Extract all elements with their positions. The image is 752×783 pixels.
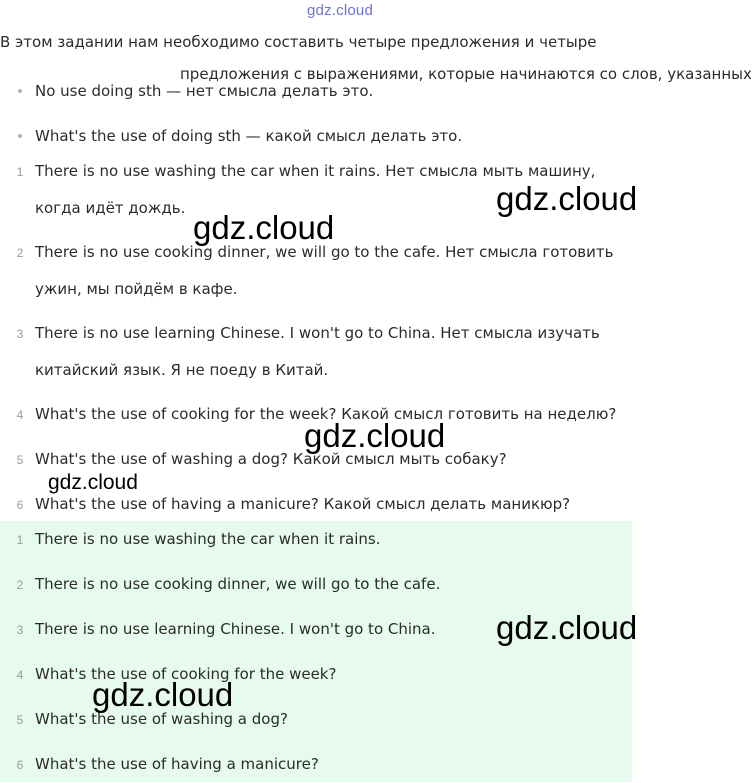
watermark-text: gdz.cloud: [304, 417, 446, 454]
watermark-text: gdz.cloud: [48, 471, 138, 494]
item-text: [35, 315, 667, 389]
intro-text: В этом задании нам необходимо составить четыре предложения и четыре: [0, 33, 597, 51]
answer-text: What's the use of having a manicure?: [35, 755, 319, 773]
watermark-text: gdz.cloud: [193, 209, 335, 246]
item-text-line: когда идёт дождь.: [35, 199, 186, 217]
bullet-dot-icon: •: [17, 128, 23, 145]
item-text-line: There is no use cooking dinner, we will go to the cafe. Нет смысла готовить: [35, 243, 614, 261]
bullet-dot-icon: •: [17, 83, 23, 100]
answer-text: What's the use of cooking for the week?: [35, 665, 337, 683]
bullet-text: What's the use of doing sth — какой смысл делать это.: [35, 127, 463, 145]
item-number: 1: [16, 533, 24, 547]
item-number: 5: [16, 713, 24, 727]
item-text-line: There is no use washing the car when it rains. Нет смысла мыть машину,: [35, 162, 596, 180]
watermark-text: gdz.cloud: [496, 609, 638, 646]
bullet-text: No use doing sth — нет смысла делать это.: [35, 82, 374, 100]
item-text: What's the use of having a manicure? Какой смысл делать маникюр?: [35, 495, 571, 513]
item-text: What's the use of washing a dog? Какой смысл мыть собаку?: [35, 450, 507, 468]
item-number: 2: [16, 246, 24, 260]
answer-text: There is no use cooking dinner, we will go to the cafe.: [35, 575, 441, 593]
item-number: 1: [16, 165, 24, 179]
item-number: 4: [16, 668, 24, 682]
item-text: What's the use of cooking for the week? Какой смысл готовить на неделю?: [35, 405, 617, 423]
intro-text-partial: предложения с выражениями, которые начинаются со слов, указанных: [180, 65, 752, 83]
answer-text: What's the use of washing a dog?: [35, 710, 288, 728]
item-text-line: ужин, мы пойдём в кафе.: [35, 280, 238, 298]
watermark-text: gdz.cloud: [496, 180, 638, 217]
item-number: 5: [16, 453, 24, 467]
item-number: 2: [16, 578, 24, 592]
item-number: 6: [16, 758, 24, 772]
item-number: 3: [16, 623, 24, 637]
answer-text: There is no use learning Chinese. I won't go to China.: [35, 620, 436, 638]
item-number: 4: [16, 408, 24, 422]
item-text: [35, 234, 667, 308]
item-number: 3: [16, 327, 24, 341]
item-number: 6: [16, 498, 24, 512]
item-text-line: китайский язык. Я не поеду в Китай.: [35, 361, 329, 379]
answer-text: There is no use washing the car when it rains.: [35, 530, 381, 548]
watermark-text: gdz.cloud: [92, 676, 234, 713]
item-text-line: There is no use learning Chinese. I won't go to China. Нет смысла изучать: [35, 324, 600, 342]
site-watermark-header: gdz.cloud: [306, 2, 373, 19]
answer-block: [0, 521, 632, 782]
